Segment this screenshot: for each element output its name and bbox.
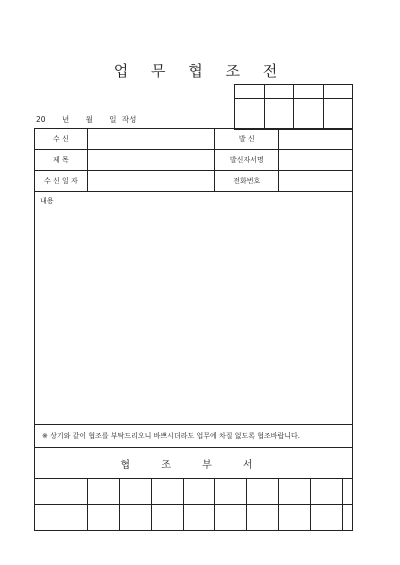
approval-header-cell[interactable]: [323, 85, 353, 99]
coop-dept-cell[interactable]: [311, 479, 343, 505]
subject-label: 제 목: [35, 150, 88, 171]
coop-dept-cell[interactable]: [151, 479, 183, 505]
content-label: 내용: [40, 197, 54, 205]
form-title: 업 무 협 조 전: [113, 62, 287, 80]
phone-field[interactable]: [279, 171, 353, 192]
coop-dept-cell[interactable]: [87, 479, 119, 505]
sender-name-label: 발신자서명: [215, 150, 279, 171]
receiver-field[interactable]: [87, 129, 215, 150]
sender-name-field[interactable]: [279, 150, 353, 171]
sender-field[interactable]: [279, 129, 353, 150]
received-date-field[interactable]: [87, 171, 215, 192]
approval-sign-cell[interactable]: [235, 99, 265, 130]
coop-dept-cell[interactable]: [119, 479, 151, 505]
approval-sign-cell[interactable]: [323, 99, 353, 130]
coop-sign-cell[interactable]: [35, 505, 88, 531]
coop-sign-cell[interactable]: [151, 505, 183, 531]
coop-dept-cell[interactable]: [183, 479, 215, 505]
date-line: [36, 114, 150, 125]
receiver-label: 수 신: [35, 129, 88, 150]
content-area[interactable]: [35, 192, 353, 425]
coop-dept-cell[interactable]: [279, 479, 311, 505]
date-suffix: 작성: [121, 115, 137, 124]
received-date-label: 수 신 일 자: [35, 171, 88, 192]
coop-dept-header: 협 조 부 서: [35, 448, 353, 479]
coop-dept-cell[interactable]: [35, 479, 88, 505]
date-year-unit: 년: [61, 115, 70, 124]
approval-header-cell[interactable]: [294, 85, 324, 99]
coop-sign-cell[interactable]: [311, 505, 343, 531]
coop-dept-cell[interactable]: [342, 479, 352, 505]
coop-sign-cell[interactable]: [279, 505, 311, 531]
date-day-unit: 일: [109, 115, 117, 124]
coop-dept-cell[interactable]: [247, 479, 279, 505]
phone-label: 전화번호: [215, 171, 279, 192]
approval-header-cell[interactable]: [235, 85, 265, 99]
form-table: [34, 128, 353, 531]
cooperation-note: ※ 상기와 같이 협조를 부탁드리오니 바쁘시더라도 업무에 차질 없도록 협조바랍니다.: [35, 425, 353, 448]
date-month-unit: 월: [85, 115, 93, 124]
approval-sign-cell[interactable]: [294, 99, 324, 130]
coop-dept-cell[interactable]: [215, 479, 247, 505]
approval-box: [234, 84, 353, 130]
coop-sign-cell[interactable]: [247, 505, 279, 531]
coop-sign-cell[interactable]: [215, 505, 247, 531]
approval-sign-cell[interactable]: [264, 99, 294, 130]
coop-sign-cell[interactable]: [87, 505, 119, 531]
sender-label: 발 신: [215, 129, 279, 150]
date-year: 20: [36, 115, 46, 124]
coop-sign-cell[interactable]: [342, 505, 352, 531]
coop-sign-cell[interactable]: [183, 505, 215, 531]
coop-sign-cell[interactable]: [119, 505, 151, 531]
approval-header-cell[interactable]: [264, 85, 294, 99]
subject-field[interactable]: [87, 150, 215, 171]
